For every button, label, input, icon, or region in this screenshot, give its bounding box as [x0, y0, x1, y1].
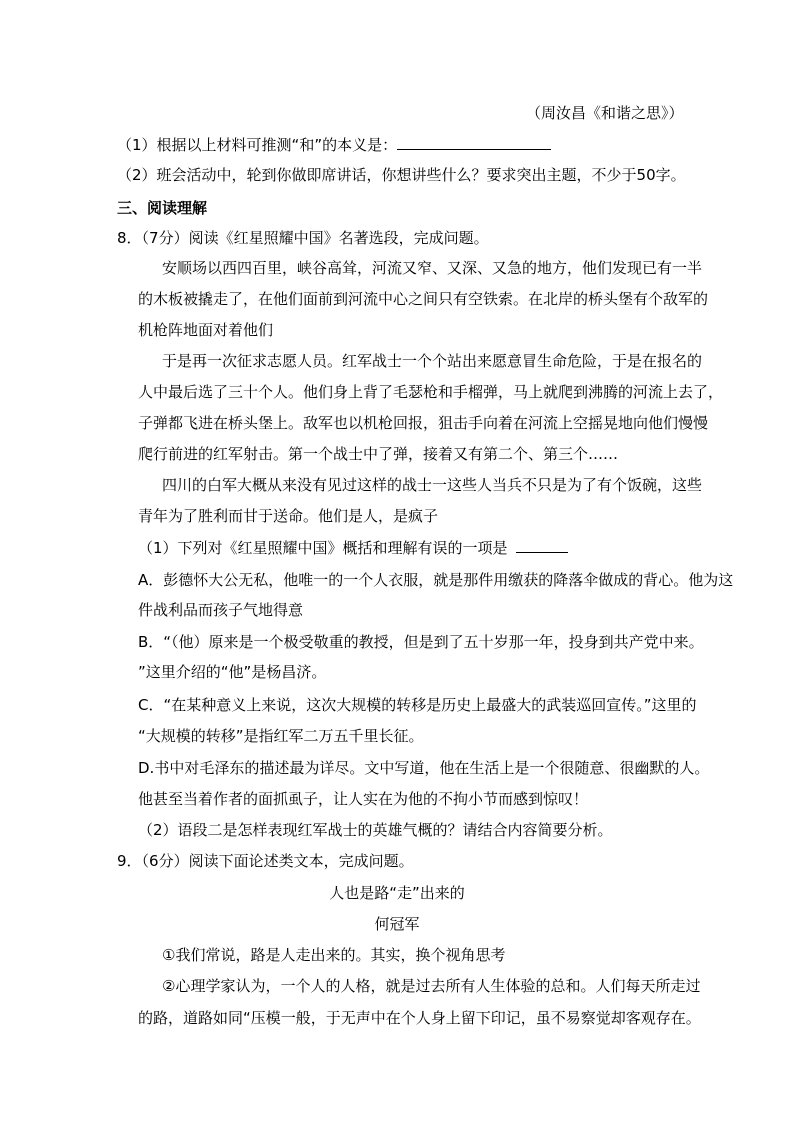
q8-passage-line: 人中最后选了三十个人。他们身上背了毛瑟枪和手榴弹，马上就爬到沸腾的河流上去了，	[138, 383, 724, 401]
q8-option-line: 他甚至当着作者的面抓虱子，让人实在为他的不拘小节而感到惊叹！	[138, 790, 589, 808]
q7-sub1	[117, 135, 551, 155]
q8-passage-line: 子弹都飞进在桥头堡上。敌军也以机枪回报，狙击手向着在河流上空摇晃地向他们慢慢	[138, 414, 709, 432]
q7-sub2: （2）班会活动中，轮到你做即席讲话，你想讲些什么？要求突出主题，不少于50字。	[117, 166, 686, 184]
q9-header: 9．（6分）阅读下面论述类文本，完成问题。	[117, 852, 414, 870]
article-author: 何冠军	[374, 915, 420, 933]
q8-option-line: B．“（他）原来是一个极受敬重的教授，但是到了五十岁那一年，投身到共产党中来。	[138, 633, 704, 651]
q8-sub1-text: （1）下列对《红星照耀中国》概括和理解有误的一项是	[138, 539, 508, 557]
q8-header: 8．（7分）阅读《红星照耀中国》名著选段，完成问题。	[117, 229, 489, 247]
article-title: 人也是路“走”出来的	[329, 884, 465, 902]
q8-passage-line: 于是再一次征求志愿人员。红军战士一个个站出来愿意冒生命危险，于是在报名的	[162, 352, 703, 370]
q8-sub1	[138, 538, 568, 558]
q8-option-line: “大规模的转移”是指红军二万五千里长征。	[138, 727, 424, 745]
q8-option-line: C．“在某种意义上来说，这次大规模的转移是历史上最盛大的武装巡回宣传。”这里的	[138, 696, 697, 714]
answer-blank[interactable]	[516, 538, 568, 553]
q8-passage-line: 的木板被撬走了，在他们面前到河流中心之间只有空铁索。在北岸的桥头堡有个敌军的	[138, 290, 709, 308]
answer-blank[interactable]	[397, 135, 551, 150]
q8-passage-line: 爬行前进的红军射击。第一个战士中了弹，接着又有第二个、第三个……	[138, 445, 619, 463]
q8-passage-line: 安顺场以西四百里，峡谷高耸，河流又窄、又深、又急的地方，他们发现已有一半	[162, 259, 703, 277]
q8-option-line: A．彭德怀大公无私，他唯一的一个人衣服，就是那件用缴获的降落伞做成的背心。他为这	[138, 571, 734, 589]
q8-passage-line: 四川的白军大概从来没有见过这样的战士一这些人当兵不只是为了有个饭碗，这些	[162, 476, 703, 494]
q9-paragraph-line: ②心理学家认为，一个人的人格，就是过去所有人生体验的总和。人们每天所走过	[162, 977, 701, 995]
q9-paragraph-line: ①我们常说，路是人走出来的。其实，换个视角思考	[162, 946, 506, 964]
q8-sub2: （2）语段二是怎样表现红军战士的英雄气概的？请结合内容简要分析。	[138, 821, 613, 839]
q8-passage-line: 青年为了胜利而甘于送命。他们是人，是疯子	[138, 507, 439, 525]
q8-option-line: ”这里介绍的“他”是杨昌济。	[138, 663, 327, 681]
source-citation: （周汝昌《和谐之思》）	[526, 104, 684, 122]
q9-paragraph-line: 的路，道路如同“压模一般，于无声中在个人身上留下印记，虽不易察觉却客观存在。	[138, 1009, 701, 1027]
q8-passage-line: 机枪阵地面对着他们	[138, 321, 274, 339]
q8-option-line: D.书中对毛泽东的描述最为详尽。文中写道，他在生活上是一个很随意、很幽默的人。	[138, 759, 710, 777]
section-heading: 三、阅读理解	[117, 199, 208, 217]
q7-sub1-text: （1）根据以上材料可推测“和”的本义是：	[117, 136, 398, 154]
q8-option-line: 件战利品而孩子气地得意	[138, 601, 304, 619]
